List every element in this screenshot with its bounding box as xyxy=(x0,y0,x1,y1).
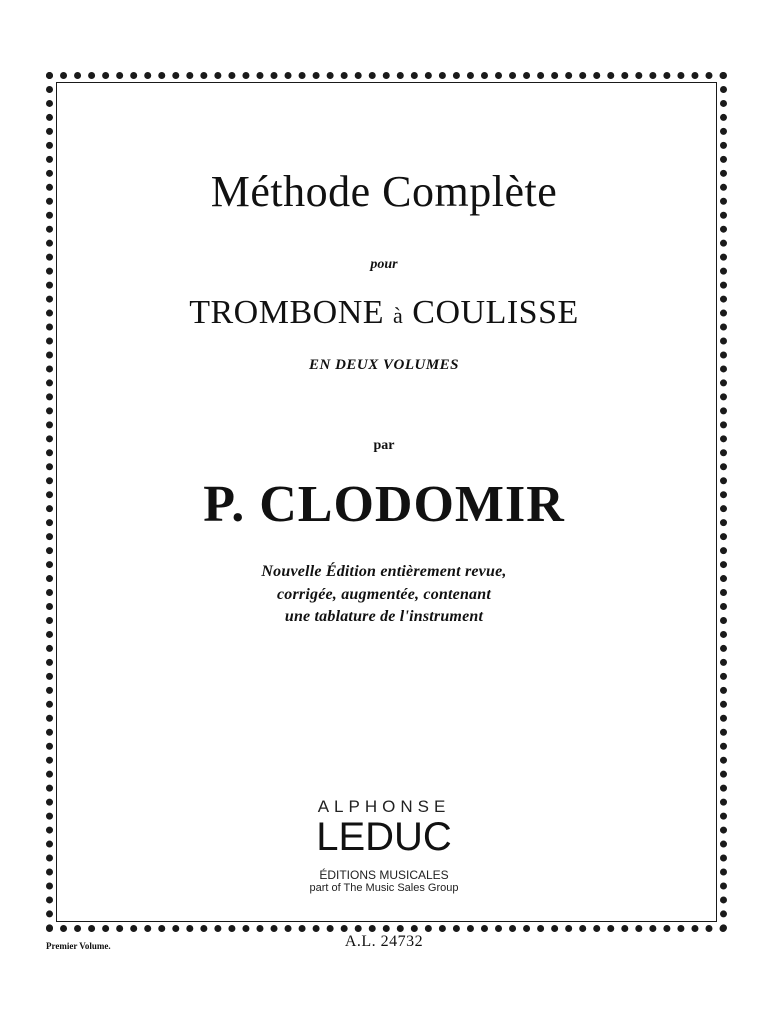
edition-line-1: Nouvelle Édition entièrement revue, xyxy=(261,563,507,580)
publisher-group: part of The Music Sales Group xyxy=(309,882,459,894)
edition-line-2: corrigée, augmentée, contenant xyxy=(277,586,491,603)
instrument-title-connector: à xyxy=(393,303,404,328)
volumes-note: EN DEUX VOLUMES xyxy=(308,357,460,373)
publisher-imprint: ÉDITIONS MUSICALES xyxy=(319,868,449,882)
pour-label: pour xyxy=(370,257,398,272)
method-title: Méthode Complète xyxy=(210,167,558,216)
instrument-title-part2: COULISSE xyxy=(403,294,579,331)
author-name: P. CLODOMIR xyxy=(203,476,565,533)
par-label: par xyxy=(373,438,395,453)
edition-line-3: une tablature de l'instrument xyxy=(284,608,484,625)
publisher-first-name: ALPHONSE xyxy=(317,797,451,816)
instrument-title-part1: TROMBONE xyxy=(189,294,394,331)
publisher-logo-name: LEDUC xyxy=(316,815,452,859)
catalog-number: A.L. 24732 xyxy=(344,933,424,950)
instrument-title xyxy=(0,294,768,332)
volume-note: Premier Volume. xyxy=(46,941,111,951)
